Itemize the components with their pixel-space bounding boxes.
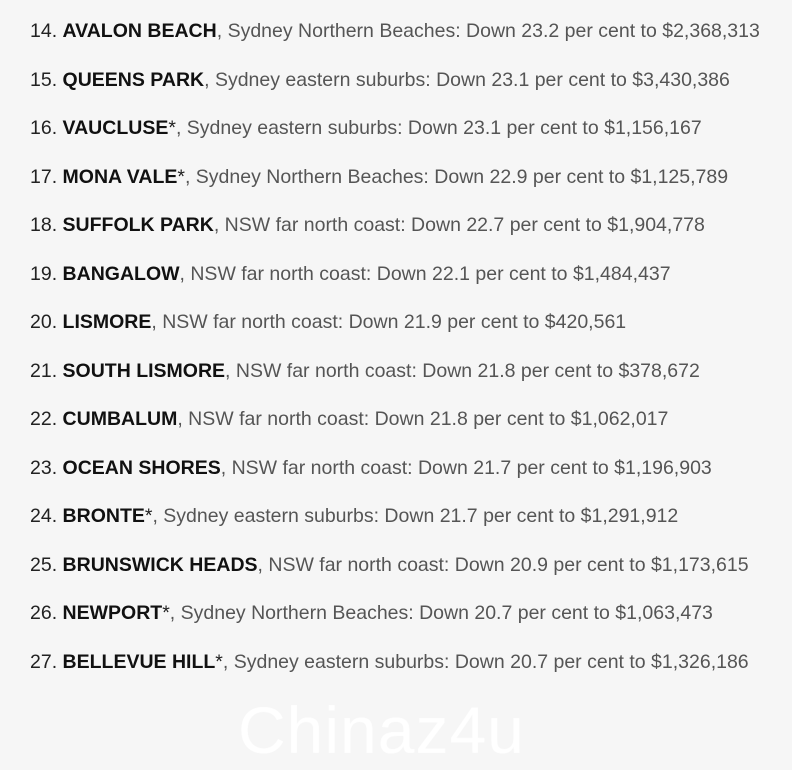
item-number: 15.	[30, 68, 58, 91]
suburb-name: QUEENS PARK	[62, 68, 205, 91]
suburb-name: BRONTE	[62, 505, 145, 527]
suburb-name: VAUCLUSE	[62, 117, 169, 139]
item-number: 21.	[30, 359, 63, 382]
list-item	[30, 163, 770, 192]
suburb-name: BANGALOW	[62, 262, 180, 285]
item-number: 16.	[30, 117, 58, 139]
list-item	[30, 17, 770, 46]
list-item	[30, 308, 770, 337]
list-item	[30, 405, 770, 434]
list-item	[30, 260, 770, 289]
list-item	[30, 211, 770, 240]
item-detail: , Sydney eastern suburbs: Down 23.1 per cent to $3,430,386	[204, 68, 730, 91]
item-detail: , Sydney Northern Beaches: Down 20.7 per cent to $1,063,473	[169, 602, 713, 624]
watermark: Chinaz4u	[238, 693, 525, 767]
list-item	[30, 114, 770, 143]
item-number: 23.	[30, 456, 58, 479]
item-number: 14.	[30, 20, 58, 42]
suburb-name: SOUTH LISMORE	[62, 359, 226, 382]
item-detail: , NSW far north coast: Down 21.8 per cent to $1,062,017	[177, 408, 669, 430]
suburb-name: MONA VALE	[62, 165, 178, 188]
asterisk-marker: *	[168, 117, 176, 139]
item-number: 17.	[30, 165, 58, 188]
asterisk-marker: *	[162, 602, 170, 624]
item-detail: , Sydney Northern Beaches: Down 22.9 per cent to $1,125,789	[184, 165, 729, 188]
suburb-name: BRUNSWICK HEADS	[62, 553, 258, 576]
suburb-name: AVALON BEACH	[62, 20, 217, 42]
suburb-name: LISMORE	[62, 311, 152, 333]
item-detail: , Sydney eastern suburbs: Down 23.1 per cent to $1,156,167	[175, 117, 702, 139]
item-number: 22.	[30, 408, 58, 430]
asterisk-marker: *	[215, 650, 223, 673]
asterisk-marker: *	[144, 505, 153, 527]
list-item	[30, 599, 770, 628]
item-number: 25.	[30, 553, 58, 576]
list-item	[30, 357, 770, 386]
list-item	[30, 66, 770, 95]
suburb-name: BELLEVUE HILL	[62, 650, 216, 673]
suburb-price-list	[30, 17, 770, 696]
suburb-name: OCEAN SHORES	[62, 456, 221, 479]
item-detail: , NSW far north coast: Down 20.9 per cent to $1,173,615	[257, 553, 749, 576]
item-detail: , Sydney eastern suburbs: Down 20.7 per cent to $1,326,186	[222, 650, 749, 673]
item-number: 18.	[30, 214, 58, 236]
item-number: 26.	[30, 602, 58, 624]
list-item	[30, 502, 770, 531]
suburb-name: SUFFOLK PARK	[62, 214, 214, 236]
item-number: 24.	[30, 505, 58, 527]
item-detail: , Sydney eastern suburbs: Down 21.7 per cent to $1,291,912	[152, 505, 679, 527]
list-item	[30, 551, 770, 580]
item-detail: , NSW far north coast: Down 21.8 per cent to $378,672	[225, 359, 700, 382]
item-detail: , NSW far north coast: Down 21.9 per cent to $420,561	[151, 311, 627, 333]
list-item	[30, 454, 770, 483]
item-detail: , NSW far north coast: Down 22.1 per cent to $1,484,437	[179, 262, 671, 285]
list-item	[30, 648, 770, 677]
item-number: 27.	[30, 650, 58, 673]
suburb-name: NEWPORT	[62, 602, 163, 624]
suburb-name: CUMBALUM	[62, 408, 178, 430]
asterisk-marker: *	[177, 165, 185, 188]
item-detail: , Sydney Northern Beaches: Down 23.2 per cent to $2,368,313	[216, 20, 760, 42]
item-number: 20.	[30, 311, 58, 333]
item-number: 19.	[30, 262, 58, 285]
item-detail: , NSW far north coast: Down 22.7 per cent to $1,904,778	[213, 214, 705, 236]
item-detail: , NSW far north coast: Down 21.7 per cent to $1,196,903	[220, 456, 712, 479]
